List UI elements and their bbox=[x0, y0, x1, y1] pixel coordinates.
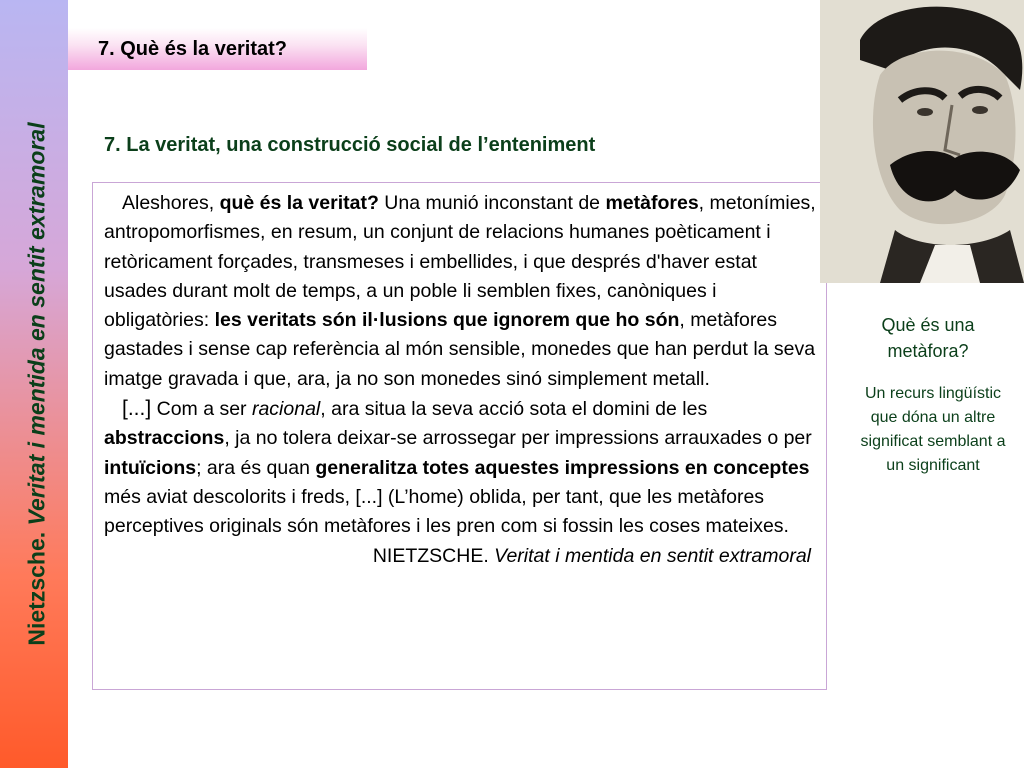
quote-paragraph-2 bbox=[104, 394, 816, 541]
quote-bold: què és la veritat? bbox=[219, 192, 379, 214]
quote-italic: racional bbox=[251, 398, 321, 421]
quote-paragraph-1 bbox=[104, 189, 816, 394]
quote-text: Com a ser bbox=[151, 398, 252, 421]
attribution-author: NIETZSCHE. bbox=[372, 544, 495, 567]
quote-text: , ja no tolera deixar-se arrossegar per impressions arrauxades o per bbox=[224, 427, 812, 450]
quote-text: més aviat descolorits i freds, [...] (L’home) oblida, per tant, que les metàfores perceptives originals són metàfores i les pren com si fossin les coses mateixes. bbox=[104, 485, 789, 538]
quote-text: Aleshores, bbox=[122, 192, 220, 214]
sidebar-author: Nietzsche. bbox=[23, 531, 50, 646]
slide-subtitle: 7. La veritat, una construcció social de l’enteniment bbox=[104, 134, 596, 156]
quote-text: ; ara és quan bbox=[196, 456, 316, 479]
quote-ellipsis: [...] bbox=[122, 397, 152, 421]
quote-box bbox=[92, 182, 827, 690]
quote-text: , metàfores gastades i sense cap referència al món sensible, monedes que han perdut la seva imatge gravada i que, ara, ja no son monedes sinó simplement metall. bbox=[104, 309, 816, 390]
quote-bold: intuïcions bbox=[104, 456, 197, 479]
sidebar-gradient bbox=[0, 0, 68, 768]
metaphor-definition: Un recurs lingüístic que dóna un altre significat semblant a un significant bbox=[860, 385, 1006, 474]
quote-attribution bbox=[104, 542, 816, 571]
quote-text: , ara situa la seva acció sota el domini de les bbox=[320, 398, 708, 421]
quote-bold: les veritats són il·lusions que ignorem que ho són bbox=[214, 309, 680, 332]
quote-text: , metonímies, antropomorfismes, en resum, un conjunt de relacions humanes poèticament i retòricament forçades, transmeses i embellides, i que després d'haver estat usades durant molt de temps, a un poble li semblen fixes, canòniques i obligatòries: bbox=[104, 192, 816, 332]
quote-bold: metàfores bbox=[605, 192, 699, 214]
portrait-illustration bbox=[820, 0, 1024, 283]
nietzsche-portrait bbox=[820, 0, 1024, 283]
sidebar-caption bbox=[24, 122, 51, 645]
quote-bold: generalitza totes aquestes impressions en conceptes bbox=[315, 456, 810, 479]
section-tab-label: 7. Què és la veritat? bbox=[98, 38, 287, 60]
section-tab bbox=[68, 28, 367, 70]
sidebar-work-title: Veritat i mentida en sentit extramoral bbox=[23, 122, 50, 526]
quote-bold: abstraccions bbox=[104, 427, 225, 450]
metaphor-question: Què és una metàfora? bbox=[881, 315, 975, 361]
quote-text: Una munió inconstant de bbox=[378, 192, 606, 214]
attribution-work-title: Veritat i mentida en sentit extramoral bbox=[494, 544, 811, 567]
